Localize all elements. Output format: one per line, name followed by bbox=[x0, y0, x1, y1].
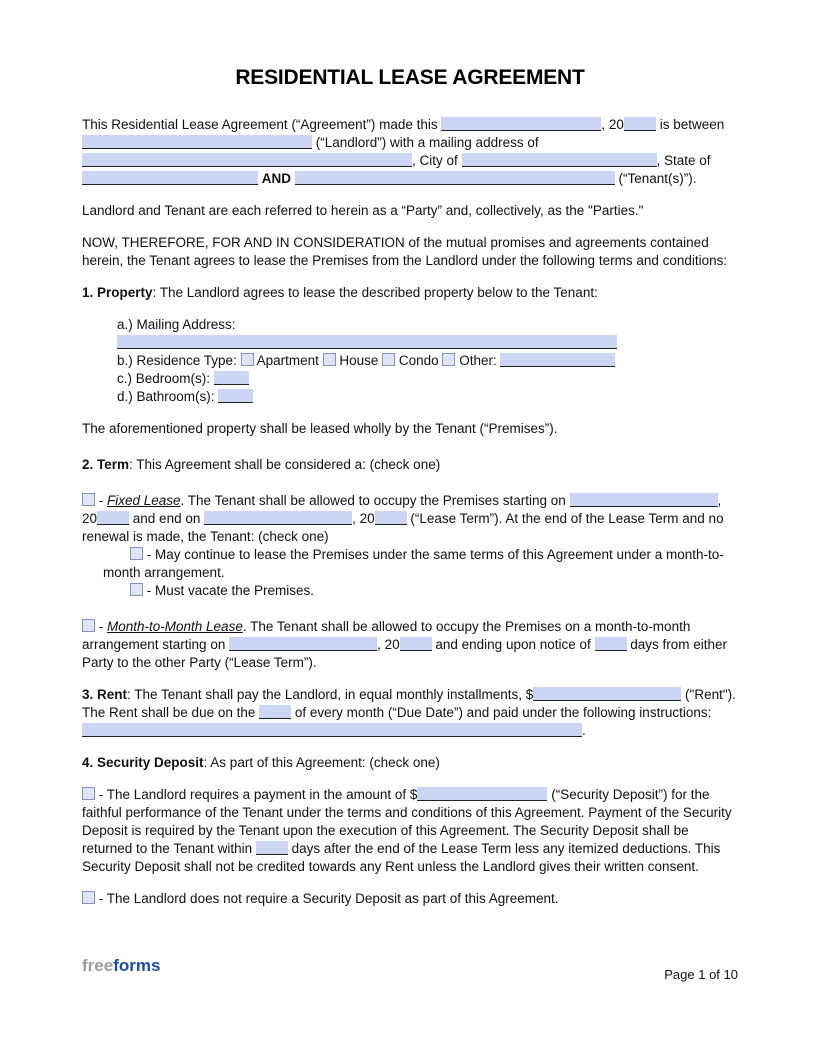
section-2-term-heading bbox=[82, 456, 738, 474]
security-required-paragraph bbox=[82, 786, 738, 876]
section-3-rent-paragraph bbox=[82, 686, 738, 740]
text-run: : This Agreement shall be considered a: (check one) bbox=[129, 457, 441, 472]
field-mtm-start-year[interactable] bbox=[400, 637, 432, 651]
field-return-days[interactable] bbox=[256, 841, 288, 855]
checkbox-month-to-month[interactable] bbox=[82, 619, 95, 632]
page-number: Page 1 of 10 bbox=[664, 967, 738, 982]
section-1-property-heading bbox=[82, 284, 738, 302]
field-landlord-name[interactable] bbox=[82, 135, 312, 149]
consideration-paragraph bbox=[82, 234, 738, 270]
text-run: days after the end of the Lease Term less any itemized deductions. This Security Deposit shall not be credited towards any Rent unless the Landlord gives their written consent. bbox=[82, 841, 721, 874]
text-run: (“Security Deposit”) for the faithful performance of the Tenant under the terms and conditions of this Agreement. Payment of the Security Deposit is required by the Tenant upon the execution of this Agreement. The Security Deposit shall be returned to the Tenant within bbox=[82, 787, 732, 856]
checkbox-no-security-deposit[interactable] bbox=[82, 891, 95, 904]
text-run: 4. Security Deposit bbox=[82, 755, 204, 770]
field-mailing-address[interactable] bbox=[117, 335, 617, 349]
text-run: Condo bbox=[395, 353, 443, 368]
section-4-security-heading bbox=[82, 754, 738, 772]
text-run: , State of bbox=[656, 153, 711, 168]
text-run: Other: bbox=[455, 353, 501, 368]
text-run: The aforementioned property shall be leased wholly by the Tenant (“Premises”). bbox=[82, 421, 558, 436]
text-run: and end on bbox=[129, 511, 205, 526]
text-run: Landlord and Tenant are each referred to herein as a “Party” and, collectively, as the "Parties." bbox=[82, 203, 644, 218]
field-landlord-state[interactable] bbox=[82, 171, 258, 185]
checkbox-may-continue[interactable] bbox=[130, 547, 143, 560]
checkbox-condo[interactable] bbox=[382, 353, 395, 366]
text-run: 1. Property bbox=[82, 285, 153, 300]
checkbox-must-vacate[interactable] bbox=[130, 583, 143, 596]
field-fixed-start-date[interactable] bbox=[570, 493, 718, 507]
field-due-day[interactable] bbox=[259, 705, 291, 719]
premises-paragraph bbox=[82, 420, 738, 438]
field-bedrooms[interactable] bbox=[214, 371, 249, 385]
text-run: , 20 bbox=[601, 117, 624, 132]
field-fixed-end-year[interactable] bbox=[375, 511, 407, 525]
field-mtm-start-date[interactable] bbox=[229, 637, 377, 651]
text-run: b.) Residence Type: bbox=[117, 353, 241, 368]
text-run: ("Rent"). The Rent shall be due on the bbox=[82, 687, 736, 720]
month-to-month-paragraph bbox=[82, 618, 738, 672]
text-run: - May continue to lease the Premises under the same terms of this Agreement under a month-to-month arrangement. bbox=[103, 547, 724, 580]
text-run: of every month (“Due Date”) and paid under the following instructions: bbox=[291, 705, 712, 720]
text-run: : As part of this Agreement: (check one) bbox=[203, 755, 440, 770]
text-run: (“Landlord”) with a mailing address of bbox=[312, 135, 539, 150]
field-rent-amount[interactable] bbox=[533, 687, 681, 701]
field-date-made[interactable] bbox=[441, 117, 601, 131]
text-run: Apartment bbox=[253, 353, 323, 368]
fixed-lease-paragraph bbox=[82, 492, 738, 546]
option-must-vacate bbox=[82, 582, 738, 600]
logo-text-free: free bbox=[82, 956, 114, 975]
document-title: RESIDENTIAL LEASE AGREEMENT bbox=[235, 66, 585, 89]
text-run: This Residential Lease Agreement (“Agreement”) made this bbox=[82, 117, 442, 132]
text-run: - The Landlord does not require a Security Deposit as part of this Agreement. bbox=[95, 891, 559, 906]
text-run: - bbox=[95, 493, 107, 508]
text-run: NOW, THEREFORE, FOR AND IN CONSIDERATION of the mutual promises and agreements contained herein, the Tenant agrees to lease the Premises from the Landlord under the following terms and conditions: bbox=[82, 235, 728, 268]
text-run: 2. Term bbox=[82, 457, 130, 472]
document-content bbox=[82, 66, 738, 922]
field-other-type[interactable] bbox=[500, 353, 615, 367]
option-may-continue bbox=[82, 546, 738, 582]
text-run: (“Tenant(s)”). bbox=[614, 171, 697, 186]
parties-paragraph bbox=[82, 202, 738, 220]
text-run: Month-to-Month Lease bbox=[107, 619, 243, 634]
text-run: c.) Bedroom(s): bbox=[117, 371, 214, 386]
text-run: d.) Bathroom(s): bbox=[117, 389, 219, 404]
text-run: . The Tenant shall be allowed to occupy the Premises starting on bbox=[180, 493, 570, 508]
text-run: AND bbox=[261, 171, 292, 186]
text-run: , 20 bbox=[82, 493, 722, 526]
logo-text-forms: forms bbox=[113, 956, 161, 975]
text-run: : The Landlord agrees to lease the described property below to the Tenant: bbox=[152, 285, 598, 300]
document-body bbox=[82, 116, 738, 908]
field-payment-instructions[interactable] bbox=[82, 723, 582, 737]
security-not-required-paragraph bbox=[82, 890, 738, 908]
text-run: 3. Rent bbox=[82, 687, 128, 702]
text-run: - Must vacate the Premises. bbox=[143, 583, 315, 598]
checkbox-house[interactable] bbox=[323, 353, 336, 366]
text-run: House bbox=[335, 353, 383, 368]
text-run: (“Lease Term”). At the end of the Lease Term and no renewal is made, the Tenant: (check one) bbox=[82, 511, 724, 544]
field-notice-days[interactable] bbox=[595, 637, 627, 651]
text-run: days from either Party to the other Party (“Lease Term”). bbox=[82, 637, 728, 670]
checkbox-fixed-lease[interactable] bbox=[82, 493, 95, 506]
text-run: Fixed Lease bbox=[107, 493, 181, 508]
text-run: and ending upon notice of bbox=[431, 637, 595, 652]
text-run: a.) Mailing Address: bbox=[117, 317, 236, 332]
field-fixed-start-year[interactable] bbox=[97, 511, 129, 525]
field-year-made[interactable] bbox=[624, 117, 656, 131]
field-fixed-end-date[interactable] bbox=[204, 511, 352, 525]
text-run: . bbox=[582, 723, 586, 738]
field-landlord-city[interactable] bbox=[462, 153, 657, 167]
list-item-residence-type bbox=[82, 352, 738, 370]
list-item-bathrooms bbox=[82, 388, 738, 406]
freeforms-logo bbox=[82, 956, 160, 976]
field-landlord-address[interactable] bbox=[82, 153, 412, 167]
field-bathrooms[interactable] bbox=[218, 389, 253, 403]
checkbox-other[interactable] bbox=[442, 353, 455, 366]
text-run: - The Landlord requires a payment in the amount of $ bbox=[95, 787, 418, 802]
field-tenant-name[interactable] bbox=[295, 171, 615, 185]
text-run: : The Tenant shall pay the Landlord, in equal monthly installments, $ bbox=[127, 687, 534, 702]
text-run: - bbox=[95, 619, 107, 634]
intro-paragraph bbox=[82, 116, 738, 188]
text-run: . The Tenant shall be allowed to occupy the Premises on a month-to-month arrangement starting on bbox=[82, 619, 691, 652]
text-run: is between bbox=[655, 117, 725, 132]
field-deposit-amount[interactable] bbox=[417, 787, 547, 801]
text-run: , 20 bbox=[352, 511, 375, 526]
list-item-bedrooms bbox=[82, 370, 738, 388]
checkbox-apartment[interactable] bbox=[241, 353, 254, 366]
list-item-mailing-address bbox=[82, 316, 738, 352]
text-run: , City of bbox=[412, 153, 462, 168]
checkbox-security-required[interactable] bbox=[82, 787, 95, 800]
text-run: , 20 bbox=[377, 637, 400, 652]
